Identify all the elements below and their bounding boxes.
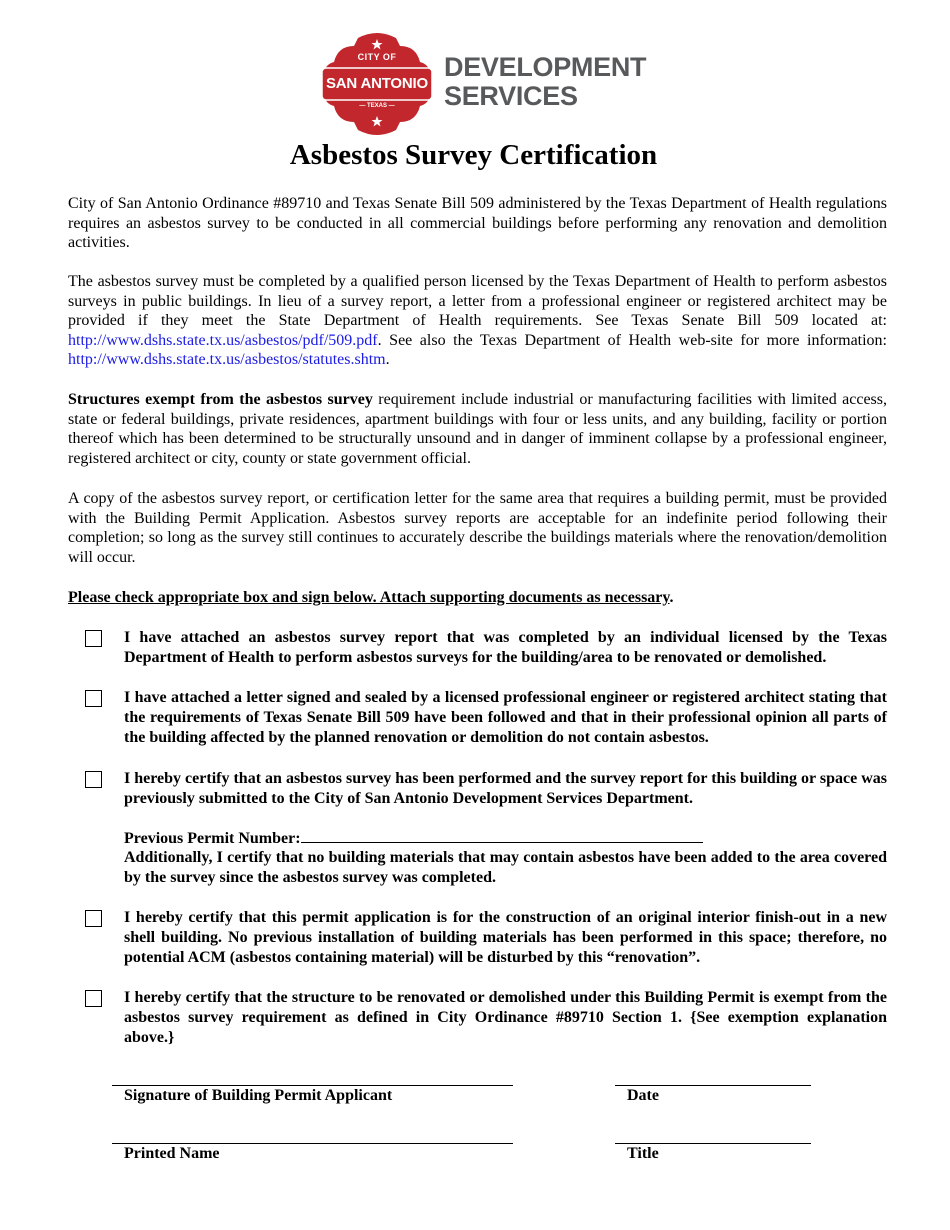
checkbox-exempt[interactable]: [85, 990, 102, 1007]
option-engineer-letter-text: I have attached a letter signed and sealed by a licensed professional engineer or registered architect stating that the requirements of Texas Senate Bill 509 have been followed and that in their professional opinion all parts of the building affected by the planned renovation or demolition do not contain asbestos.: [124, 689, 887, 746]
checkbox-engineer-letter[interactable]: [85, 690, 102, 707]
previous-permit-input[interactable]: [301, 828, 703, 843]
instruction-text: Please check appropriate box and sign below. Attach supporting documents as necessary: [68, 589, 670, 606]
seal-san-antonio-text: SAN ANTONIO: [326, 75, 428, 92]
p2-text-c: .: [385, 351, 390, 369]
asbestos-statutes-link[interactable]: http://www.dshs.state.tx.us/asbestos/statutes.shtm: [68, 351, 386, 369]
date-label: Date: [627, 1087, 659, 1104]
option-previous-survey-text: I hereby certify that an asbestos survey has been performed and the survey report for this building or space was previously submitted to the City of San Antonio Development Services Department.: [124, 770, 887, 807]
checkbox-survey-report[interactable]: [85, 630, 102, 647]
seal-texas-text: — TEXAS —: [359, 103, 395, 109]
checkbox-previous-survey[interactable]: [85, 771, 102, 788]
senate-bill-509-link[interactable]: http://www.dshs.state.tx.us/asbestos/pdf/509.pdf: [68, 331, 378, 349]
checkbox-new-shell[interactable]: [85, 910, 102, 927]
brand-wordmark: [444, 53, 646, 111]
previous-permit-row: [124, 828, 887, 849]
additional-certification-text: Additionally, I certify that no building materials that may contain asbestos have been added to the area covered by the survey since the asbestos survey was completed.: [124, 849, 887, 886]
title-label: Title: [627, 1145, 659, 1162]
copy-requirement-paragraph: A copy of the asbestos survey report, or certification letter for the same area that requires a building permit, must be provided with the Building Permit Application. Asbestos survey reports are acceptable for an indefinite period following their completion; so long as the survey still continues to accurately describe the buildings materials where the renovation/demolition will occur.: [68, 490, 887, 566]
p2-text-a: The asbestos survey must be completed by a qualified person licensed by the Texas Department of Health to perform asbestos surveys in public buildings. In lieu of a survey report, a letter from a professional engineer or registered architect may be provided if they meet the State Department of Health requirements. See Texas Senate Bill 509 located at:: [68, 273, 887, 330]
brand-line-1: DEVELOPMENT: [444, 52, 647, 82]
intro-paragraph: City of San Antonio Ordinance #89710 and Texas Senate Bill 509 administered by the Texas Department of Health regulations requires an asbestos survey to be conducted in all commercial buildings before performing any renovation and demolition activities.: [68, 195, 887, 252]
option-survey-report-text: I have attached an asbestos survey report that was completed by an individual licensed by the Texas Department of Health to perform asbestos surveys for the building/area to be renovated or demolished.: [124, 629, 887, 666]
brand-line-2: SERVICES: [444, 81, 578, 111]
option-exempt-text: I hereby certify that the structure to be renovated or demolished under this Building Permit is exempt from the asbestos survey requirement as defined in City Ordinance #89710 Section 1. {See exemption explanation above.}: [124, 989, 887, 1046]
p2-text-b: . See also the Texas Department of Health web-site for more information:: [377, 331, 887, 349]
exemptions-heading: Structures exempt from the asbestos survey: [68, 391, 373, 408]
printed-name-label: Printed Name: [124, 1145, 220, 1162]
signature-label: Signature of Building Permit Applicant: [124, 1087, 393, 1104]
previous-permit-label: Previous Permit Number:: [124, 830, 301, 847]
seal-city-of-text: CITY OF: [357, 52, 397, 62]
option-new-shell-text: I hereby certify that this permit application is for the construction of an original interior finish-out in a new shell building. No previous installation of building materials has been performed in this space; therefore, no potential ACM (asbestos containing material) will be disturbed by this “renovation”.: [124, 909, 887, 966]
survey-requirements-paragraph: [68, 272, 887, 370]
city-logo: [316, 32, 647, 136]
instruction-line: [68, 588, 674, 608]
exemptions-text: requirement include industrial or manufacturing facilities with limited access, state or federal buildings, private residences, apartment buildings with four or less units, and any building, facility or portion thereof which has been determined to be structurally unsound and in danger of imminent collapse by a professional engineer, registered architect or city, county or state government official.: [68, 391, 887, 467]
exemptions-paragraph: [68, 390, 887, 468]
page-title: Asbestos Survey Certification: [289, 139, 658, 171]
instruction-period: .: [669, 589, 674, 606]
